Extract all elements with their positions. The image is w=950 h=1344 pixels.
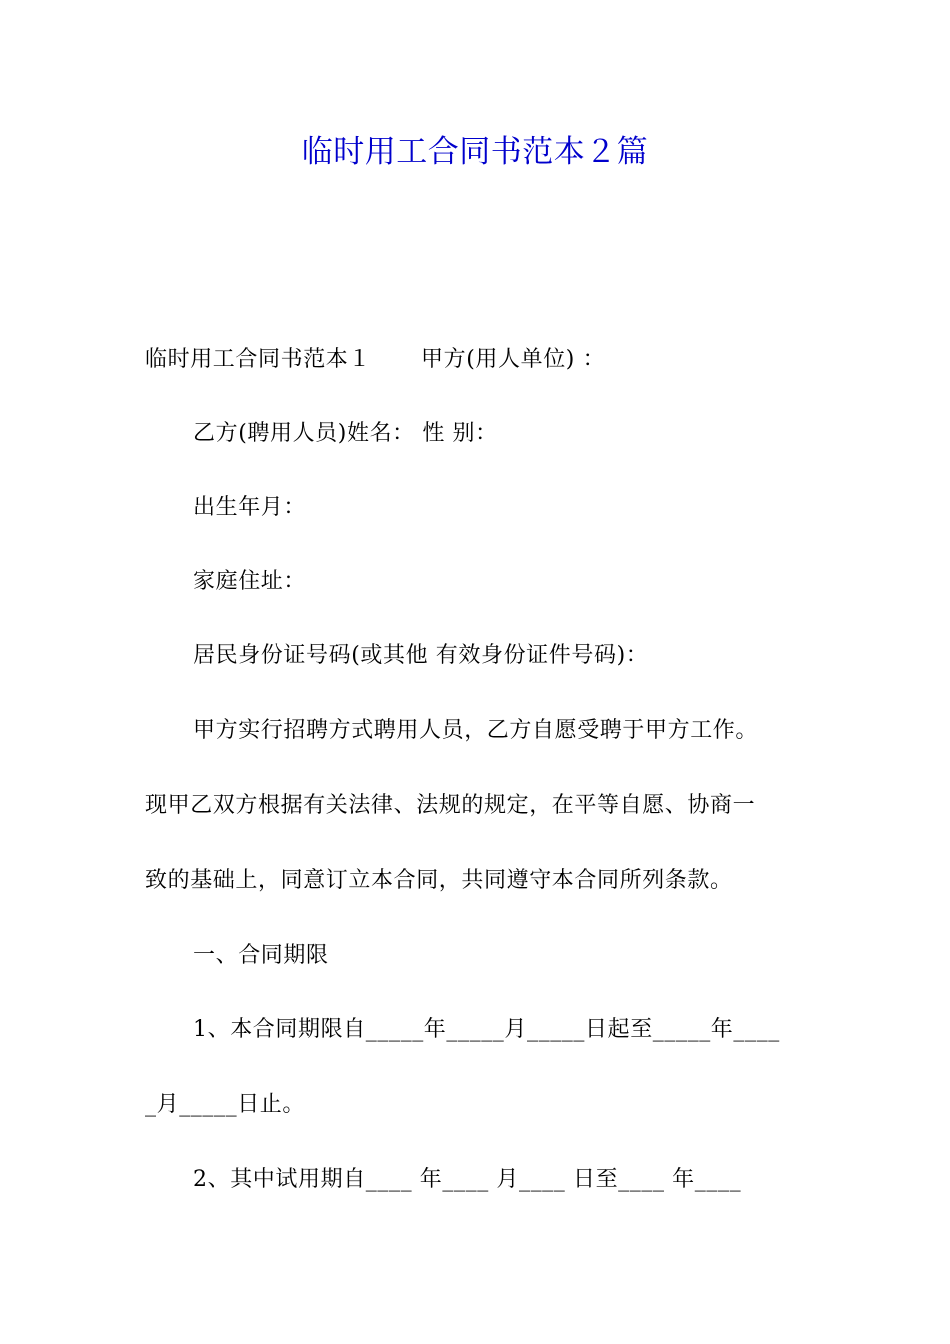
birth-date-line: 出生年月： [193,495,307,520]
probation-clause-line: 2、其中试用期自____ 年____ 月____ 日至____ 年____ [193,1167,742,1192]
term-clause-line-1: 1、本合同期限自_____年_____月_____日起至_____年____ [193,1017,780,1042]
first-line [145,342,825,378]
contract-heading: 临时用工合同书范本１ [145,347,372,372]
paragraph-line-2: 现甲乙双方根据有关法律、法规的规定，在平等自愿、协商一 [145,793,756,818]
paragraph-line-1: 甲方实行招聘方式聘用人员，乙方自愿受聘于甲方工作。 [193,718,759,743]
paragraph-line-3: 致的基础上，同意订立本合同，共同遵守本合同所列条款。 [145,868,733,893]
term-clause-line-2: _月_____日止。 [145,1092,306,1117]
party-a-label: 甲方(用人单位) ： [421,347,606,372]
section-heading-term: 一、合同期限 [193,943,329,968]
document-title: 临时用工合同书范本２篇 [301,134,649,170]
id-number-line: 居民身份证号码(或其他 有效身份证件号码)： [193,643,649,668]
home-address-line: 家庭住址： [193,569,307,594]
party-b-name-line: 乙方(聘用人员)姓名： 性 别： [193,421,498,446]
